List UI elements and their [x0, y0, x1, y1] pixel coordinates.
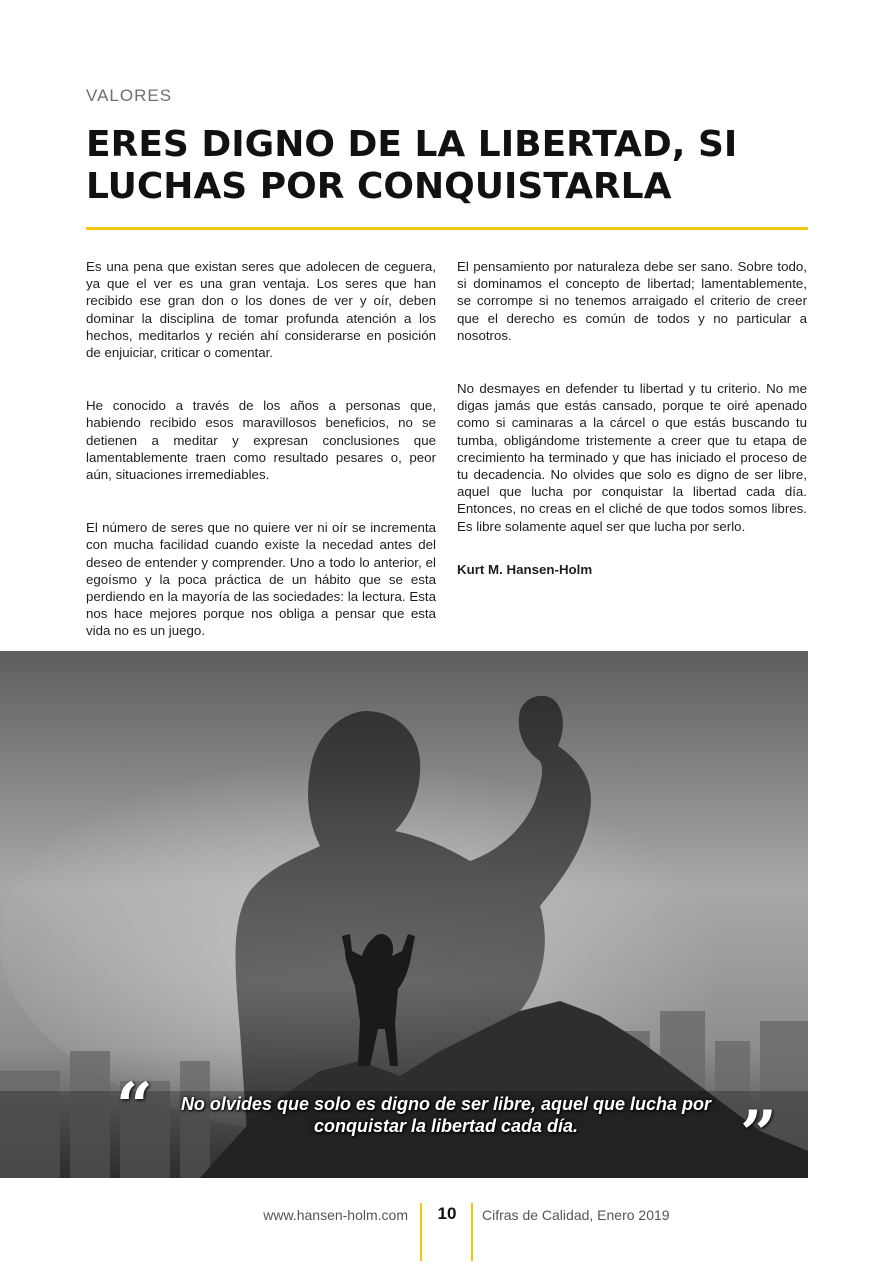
paragraph: No desmayes en defender tu libertad y tu criterio. No me digas jamás que estás cansado, porque te oiré apenado como si caminaras a la cárcel o que estás buscando tu tumba, obligándome tristemente a creer que tu etapa de crecimiento ha terminado y que has iniciado el proceso de tu decadencia. No olvides que solo es digno de ser libre, aquel que lucha por conquistar la libertad cada día. Entonces, no creas en el cliché de que todos somos libres. Es libre solamente aquel ser que lucha por serlo.	[457, 381, 807, 534]
footer-divider	[420, 1203, 422, 1261]
website-link[interactable]: www.hansen-holm.com	[263, 1207, 408, 1223]
small-man-head	[372, 934, 390, 952]
left-column	[86, 258, 436, 640]
right-column	[457, 258, 807, 578]
page-number: 10	[437, 1204, 457, 1223]
section-label: VALORES	[86, 86, 173, 105]
article-title: ERES DIGNO DE LA LIBERTAD, SI LUCHAS POR CONQUISTARLA	[86, 124, 738, 207]
footer-divider	[471, 1203, 473, 1261]
paragraph: El número de seres que no quiere ver ni oír se incrementa con mucha facilidad cuando existe la necedad antes del deseo de entender y comprender. Uno a todo lo anterior, el egoísmo y la poca práctica de un hábito que se esta perdiendo en la mayoría de las sociedades: la lectura. Esta nos hace mejores porque nos obliga a pensar que esta vida no es un juego.	[86, 520, 436, 639]
publication-info: Cifras de Calidad, Enero 2019	[482, 1207, 670, 1223]
author-name: Kurt M. Hansen-Holm	[457, 561, 593, 577]
paragraph: Es una pena que existan seres que adolecen de ceguera, ya que el ver es una gran ventaja. Los seres que han recibido ese gran don o los dones de ver y oír, deben dominar la disciplina de tomar profunda atención a los hechos, meditarlos y recién ahí considerarse en posición de enjuiciar, criticar o comentar.	[86, 259, 436, 361]
quote-line: No olvides que solo es digno de ser libre, aquel que lucha por	[180, 1094, 712, 1114]
close-quote-icon: ”	[740, 1097, 777, 1172]
paragraph: He conocido a través de los años a personas que, habiendo recibido esos maravillosos beneficios, no se detienen a meditar y expresan conclusiones que lamentablemente traen como resultado pesares o, peor aún, situaciones irremediables.	[86, 398, 436, 483]
open-quote-icon: “	[116, 1069, 153, 1144]
quote-line: conquistar la libertad cada día.	[313, 1116, 579, 1136]
paragraph: El pensamiento por naturaleza debe ser sano. Sobre todo, si dominamos el concepto de libertad; lamentablemente, se corrompe si no tenemos arraigado el criterio de creer que el derecho es común de todos y no particular a nosotros.	[457, 259, 807, 343]
title-divider	[86, 227, 808, 230]
